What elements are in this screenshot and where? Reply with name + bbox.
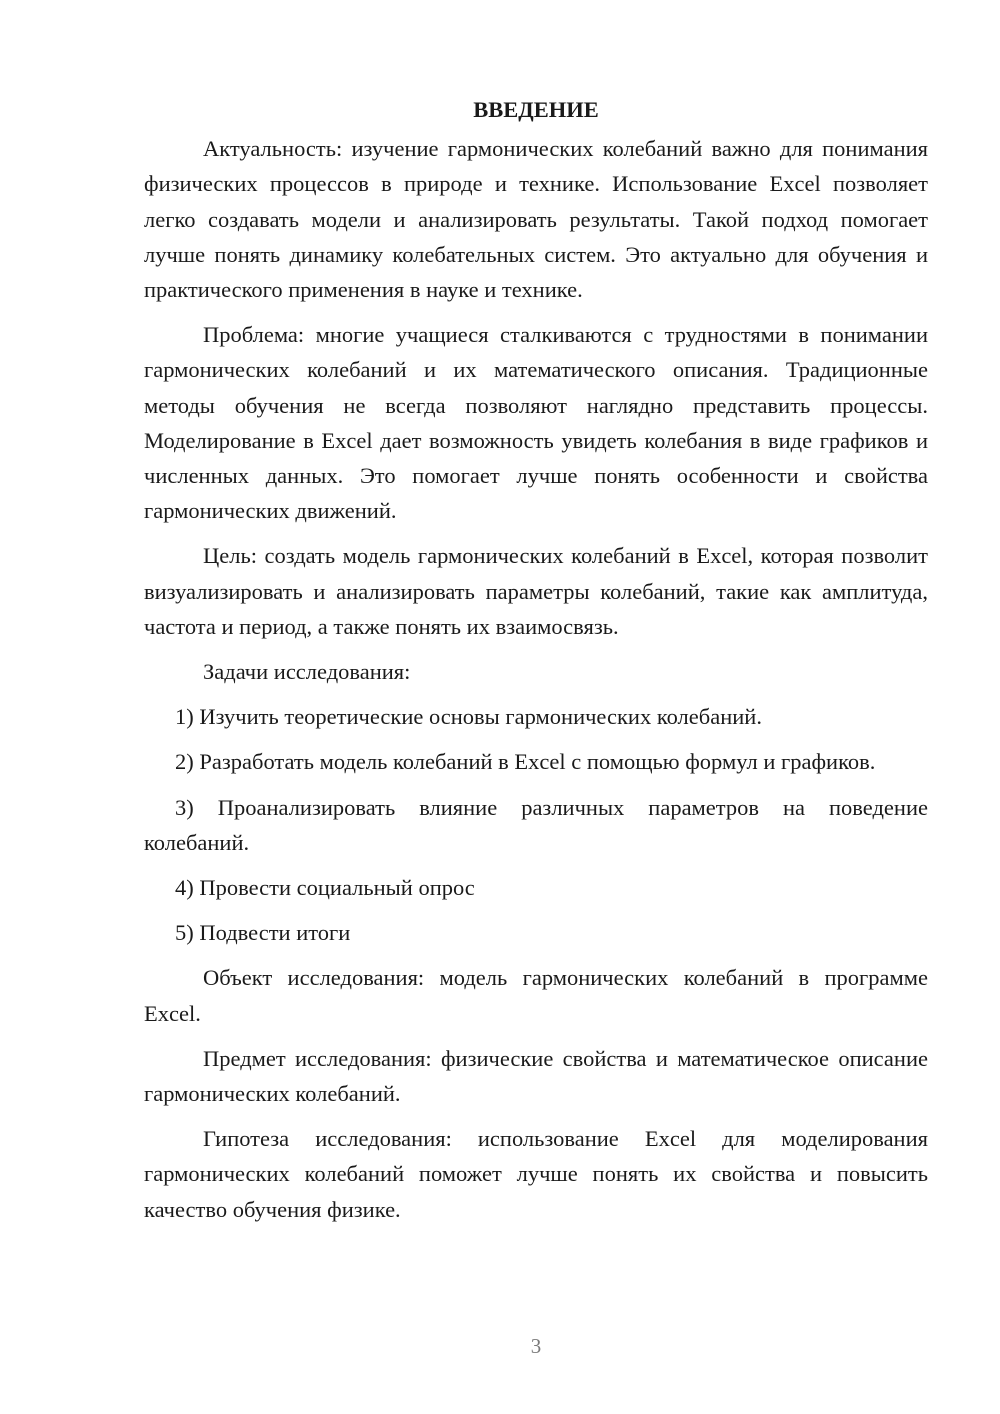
relevance-paragraph: Актуальность: изучение гармонических колебаний важно для понимания физических процессов в природе и технике. Использование Excel позволяет легко создавать модели и анализировать результаты. Такой подход помогает лучше понять динамику колебательных систем. Это актуально для обучения и практического применения в науке и технике. <box>144 136 928 303</box>
goal-paragraph: Цель: создать модель гармонических колебаний в Excel, которая позволит визуализировать и анализировать параметры колебаний, такие как амплитуда, частота и период, а также понять их взаимосвязь. <box>144 543 928 639</box>
subject-paragraph: Предмет исследования: физические свойства и математическое описание гармонических колебаний. <box>144 1045 928 1107</box>
hypothesis-paragraph: Гипотеза исследования: использование Excel для моделирования гармонических колебаний поможет лучше понять их свойства и повысить качество обучения физике. <box>144 1126 928 1222</box>
task-item-2: 2) Разработать модель колебаний в Excel с помощью формул и графиков. <box>175 749 876 775</box>
section-title: ВВЕДЕНИЕ <box>473 97 599 122</box>
page-number: 3 <box>530 1334 542 1358</box>
document-page <box>144 92 928 1237</box>
task-item-3: 3) Проанализировать влияние различных параметров на поведение колебаний. <box>144 794 928 855</box>
task-item-1: 1) Изучить теоретические основы гармонических колебаний. <box>175 704 762 730</box>
task-item-5: 5) Подвести итоги <box>175 920 351 946</box>
task-item-4: 4) Провести социальный опрос <box>175 875 475 901</box>
tasks-heading: Задачи исследования: <box>203 659 411 685</box>
object-paragraph: Объект исследования: модель гармонических колебаний в программе Excel. <box>144 965 928 1026</box>
problem-paragraph: Проблема: многие учащиеся сталкиваются с трудностями в понимании гармонических колебаний и их математического описания. Традиционные методы обучения не всегда позволяют наглядно представить процессы. Моделирование в Excel дает возможность увидеть колебания в виде графиков и численных данных. Это помогает лучше понять особенности и свойства гармонических движений. <box>144 322 928 524</box>
